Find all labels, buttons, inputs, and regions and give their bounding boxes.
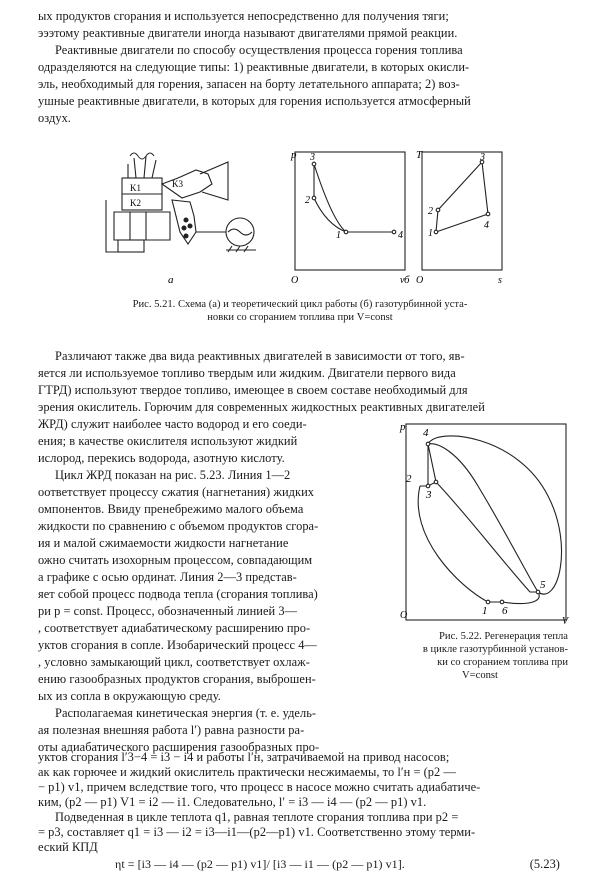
figure-5-21-caption-line2: новки со сгоранием топлива при V=const bbox=[207, 312, 393, 323]
text-line: Располагаемая кинетическая энергия (т. е. удель- bbox=[55, 706, 317, 720]
text-line: = p3, составляет q1 = i3 — i2 = i3—i1—(p2—p1) v1. Соответственно этому терми- bbox=[38, 825, 476, 839]
label-k3: K3 bbox=[172, 179, 183, 189]
pv-axis-origin: O bbox=[291, 275, 299, 286]
text-line: ожно считать изохорным процессом, совпадающим bbox=[38, 553, 313, 567]
text-line: ению газообразных продуктов сгорания, выброшен- bbox=[38, 672, 316, 686]
text-line: яется ли используемое топливо твердым или жидким. Двигатели первого вида bbox=[38, 366, 456, 380]
text-line: − p1) v1, причем вследствие того, что процесс в насосе можно считать адиабатиче- bbox=[38, 780, 481, 794]
sublabel-a: а bbox=[168, 274, 174, 286]
ts-diagram bbox=[422, 152, 502, 270]
sublabel-b: б bbox=[404, 274, 410, 286]
figure-5-22-caption-line3: ки со сгоранием топлива при bbox=[437, 657, 568, 668]
label-k1: K1 bbox=[130, 183, 141, 193]
text-line: Реактивные двигатели по способу осуществления процесса горения топлива bbox=[55, 43, 463, 57]
pv-point-3: 3 bbox=[310, 152, 315, 163]
figure-5-21-caption-line1: Рис. 5.21. Схема (а) и теоретический цикл работы (б) газотурбинной уста- bbox=[132, 299, 468, 310]
text-line: одразделяются на следующие типы: 1) реактивные двигатели, в которых окисли- bbox=[38, 60, 470, 74]
fig522-point-3: 3 bbox=[426, 489, 432, 501]
text-line: ая полезная внешняя работа l′) равна разности ра- bbox=[38, 723, 305, 737]
text-line: ения; в качестве окислителя используют жидкий bbox=[38, 434, 298, 448]
text-line: жидкости по сравнению с объемом продуктов сгора- bbox=[38, 519, 319, 533]
text-line: оты адиабатического расширения газообразных про- bbox=[38, 740, 320, 754]
figure-5-21 bbox=[100, 140, 520, 290]
text-line: омпонентов. Ввиду пренебрежимо малого объема bbox=[38, 502, 304, 516]
ts-axis-origin: O bbox=[416, 275, 424, 286]
figure-5-22 bbox=[398, 416, 573, 626]
text-line: оздух. bbox=[38, 111, 71, 125]
text-line: уктов сгорания l′3−4 = i3 − i4 и работы l′н, затрачиваемой на привод насосов; bbox=[38, 750, 450, 764]
text-line: ия и малой сжимаемости жидкости нагнетание bbox=[38, 536, 289, 550]
text-line: уктов сгорания в сопле. Изобарический процесс 4— bbox=[38, 638, 317, 652]
text-line: , соответствует адиабатическому расширению про- bbox=[38, 621, 311, 635]
text-line: эль, необходимый для горения, запасен на борту летательного аппарата; 2) воз- bbox=[38, 77, 460, 91]
pv-axis-v: v bbox=[400, 275, 405, 286]
text-line: эээтому реактивные двигатели иногда называют двигателями прямой реакции. bbox=[38, 26, 458, 40]
label-k2: K2 bbox=[130, 198, 141, 208]
ts-axis-t: T bbox=[416, 149, 423, 161]
fig522-axis-v: V bbox=[562, 616, 569, 626]
pv-diagram bbox=[295, 152, 405, 270]
text-line: ГТРД) используют твердое топливо, имеющее в своем составе необходимый для bbox=[38, 383, 468, 397]
fig522-point-4: 4 bbox=[423, 427, 429, 439]
gas-turbine-schematic bbox=[106, 153, 256, 252]
ts-point-3: 3 bbox=[480, 152, 485, 163]
pv-point-1: 1 bbox=[336, 230, 341, 241]
fig522-point-6: 6 bbox=[502, 605, 508, 617]
fig522-point-5: 5 bbox=[540, 579, 546, 591]
figure-5-22-caption-line4: V=const bbox=[462, 670, 498, 681]
pv-axis-p: p bbox=[291, 149, 297, 161]
text-line: Различают также два вида реактивных двигателей в зависимости от того, яв- bbox=[55, 349, 465, 363]
text-line: оответствует процессу сжатия (нагнетания) жидких bbox=[38, 485, 315, 499]
text-line: Подведенная в цикле теплота q1, равная теплоте сгорания топлива при p2 = bbox=[55, 810, 459, 824]
text-line: ых из сопла в окружающую среду. bbox=[38, 689, 221, 703]
text-line: ак как горючее и жидкий окислитель практически несжимаемы, то l′н = (p2 — bbox=[38, 765, 456, 779]
equation: ηt = [i3 — i4 — (p2 — p1) v1]/ [i3 — i1 — (p2 — p1) v1]. bbox=[115, 857, 405, 871]
fig522-axis-p: p bbox=[400, 421, 406, 433]
text-line: яет собой процесс подвода тепла (сгорания топлива) bbox=[38, 587, 318, 601]
ts-point-1: 1 bbox=[428, 228, 433, 239]
text-line: ушные реактивные двигатели, в которых для горения используется атмосферный bbox=[38, 94, 471, 108]
ts-axis-s: s bbox=[498, 275, 502, 286]
figure-5-22-caption-line2: в цикле газотурбинной установ- bbox=[422, 644, 568, 655]
fig522-axis-origin: O bbox=[400, 610, 408, 621]
fig522-point-2: 2 bbox=[406, 473, 412, 485]
text-line: Цикл ЖРД показан на рис. 5.23. Линия 1—2 bbox=[55, 468, 291, 482]
text-line: ким, (p2 — p1) V1 = i2 — i1. Следовательно, l′ = i3 — i4 — (p2 — p1) v1. bbox=[38, 795, 427, 809]
text-line: , условно замыкающий цикл, соответствует охлаж- bbox=[38, 655, 310, 669]
ts-point-4: 4 bbox=[484, 220, 489, 231]
pv-point-4: 4 bbox=[398, 230, 403, 241]
text-line: ых продуктов сгорания и используется непосредственно для получения тяги; bbox=[38, 9, 449, 23]
text-line: ислород, перекись водорода, азотную кислоту. bbox=[38, 451, 285, 465]
text-line: ЖРД) служит наиболее часто водород и его соеди- bbox=[38, 417, 307, 431]
text-line: ри p = const. Процесс, обозначенный линией 3— bbox=[38, 604, 298, 618]
fig522-point-1: 1 bbox=[482, 605, 488, 617]
figure-5-22-caption-line1: Рис. 5.22. Регенерация тепла bbox=[439, 631, 568, 642]
ts-point-2: 2 bbox=[428, 206, 433, 217]
text-line: эрения окислитель. Горючим для современных жидкостных реактивных двигателей bbox=[38, 400, 485, 414]
equation-number: (5.23) bbox=[529, 857, 560, 871]
pv-point-2: 2 bbox=[305, 195, 310, 206]
text-line: а графике с осью ординат. Линия 2—3 представ- bbox=[38, 570, 297, 584]
text-line: еский КПД bbox=[38, 840, 98, 854]
